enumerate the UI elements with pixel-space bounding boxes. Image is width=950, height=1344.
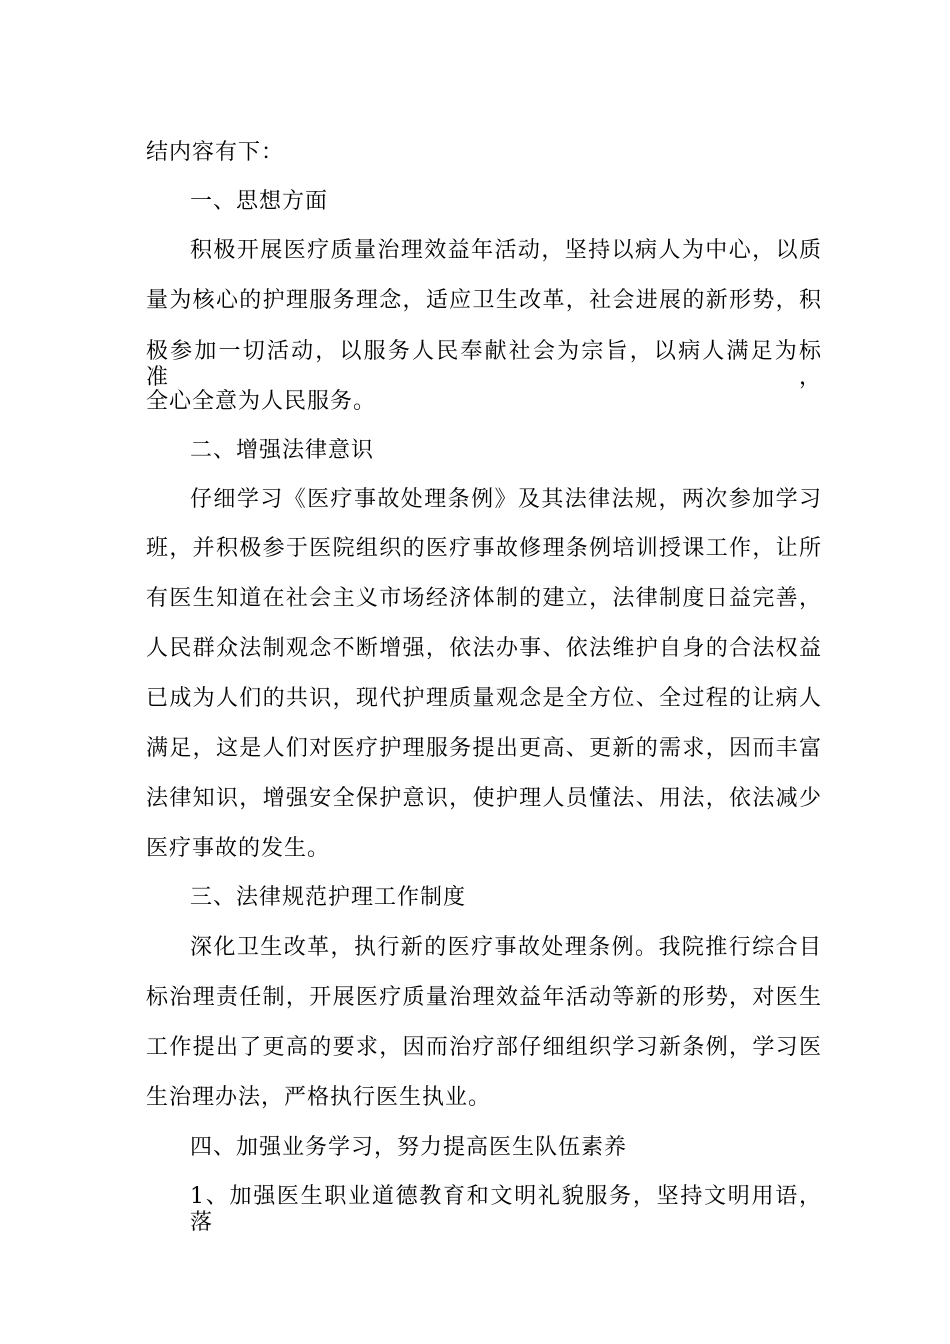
- text-line: 结内容有下：: [146, 140, 285, 165]
- text-line: 有医生知道在社会主义市场经济体制的建立，法律制度日益完善，: [146, 586, 822, 611]
- text-line: 医疗事故的发生。: [146, 836, 331, 861]
- section-heading: 一、思想方面: [190, 189, 329, 214]
- text-line: 全心全意为人民服务。: [146, 389, 377, 414]
- text-line: 深化卫生改革，执行新的医疗事故处理条例。我院推行综合目: [190, 935, 822, 960]
- text-line: 人民群众法制观念不断增强，依法办事、依法维护自身的合法权益: [146, 636, 822, 661]
- text-line: 班，并积极参于医院组织的医疗事故修理条例培训授课工作，让所: [146, 536, 822, 561]
- text-line: 生治理办法，严格执行医生执业。: [146, 1085, 492, 1110]
- text-line: 标治理责任制，开展医疗质量治理效益年活动等新的形势，对医生: [146, 985, 822, 1010]
- text-line: 仔细学习《医疗事故处理条例》及其法律法规，两次参加学习: [190, 487, 822, 512]
- text-line: 满足，这是人们对医疗护理服务提出更高、更新的需求，因而丰富: [146, 736, 822, 761]
- section-heading: 二、增强法律意识: [190, 438, 375, 463]
- text-line: 积极开展医疗质量治理效益年活动，坚持以病人为中心，以质: [190, 238, 822, 263]
- text-line: 工作提出了更高的要求，因而治疗部仔细组织学习新条例，学习医: [146, 1035, 822, 1060]
- section-heading: 三、法律规范护理工作制度: [190, 885, 467, 910]
- text-line: 法律知识，增强安全保护意识，使护理人员懂法、用法，依法减少: [146, 786, 822, 811]
- text-line: 1、加强医生职业道德教育和文明礼貌服务，坚持文明用语，落: [190, 1184, 822, 1235]
- section-heading: 四、加强业务学习，努力提高医生队伍素养: [190, 1135, 628, 1160]
- text-line: 已成为人们的共识，现代护理质量观念是全方位、全过程的让病人: [146, 686, 822, 711]
- text-line: 量为核心的护理服务理念，适应卫生改革，社会进展的新形势，积: [146, 288, 822, 313]
- text-line: 极参加一切活动，以服务人民奉献社会为宗旨，以病人满足为标准，: [146, 339, 822, 390]
